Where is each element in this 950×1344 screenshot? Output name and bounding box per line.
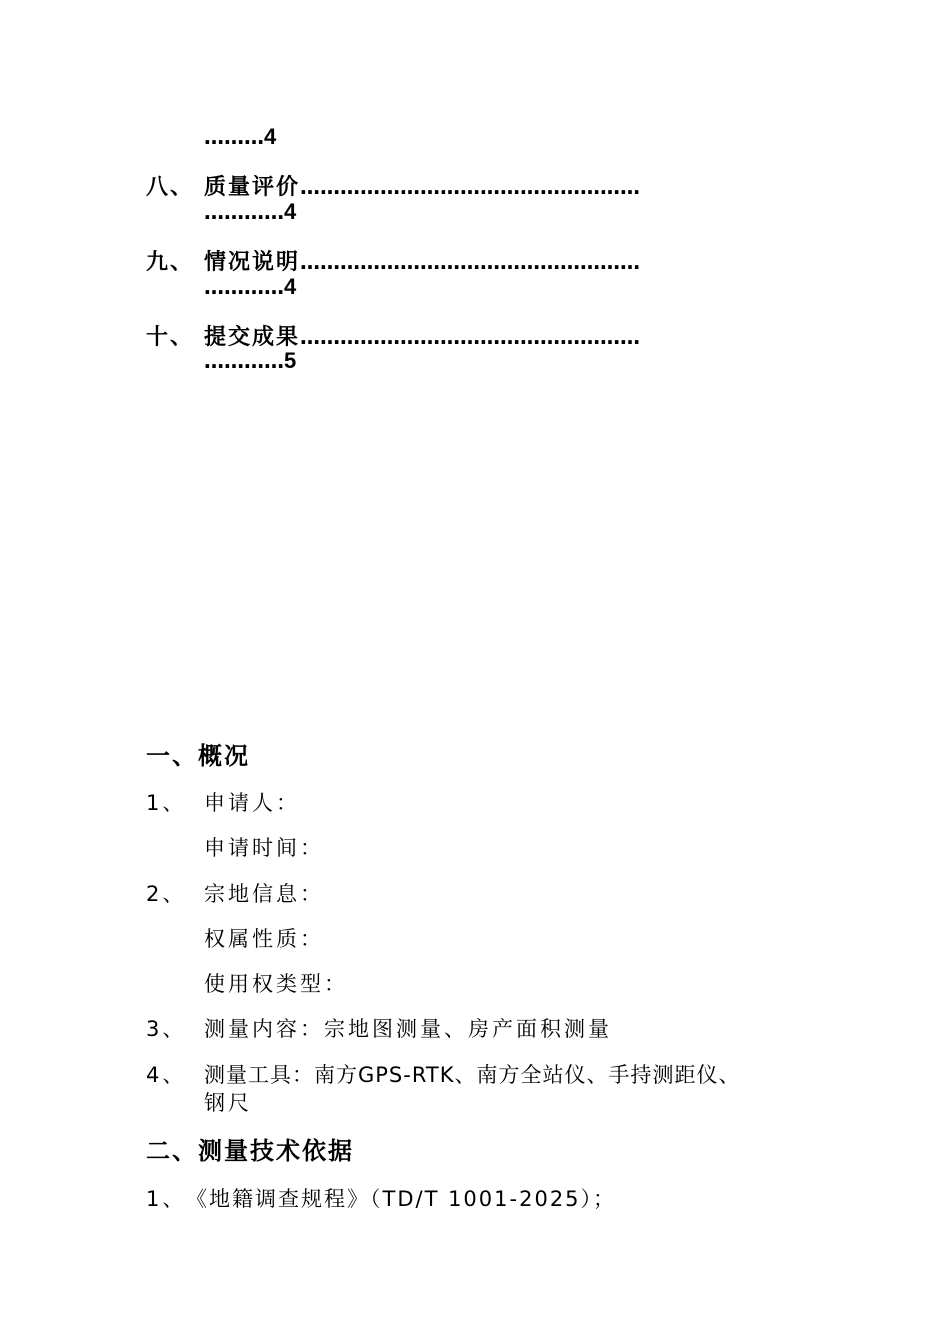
- field-survey-content: 测量内容：宗地图测量、房产面积测量: [204, 1017, 612, 1041]
- field-ownership-nature: 权属性质：: [204, 927, 324, 951]
- toc-title-quality[interactable]: [204, 170, 640, 201]
- toc-entry-explanation[interactable]: [146, 245, 194, 276]
- field-parcel-info: 宗地信息：: [204, 882, 324, 906]
- toc-number: 八、: [146, 175, 195, 200]
- toc-page-number: 5: [284, 348, 299, 373]
- toc-entry-explanation-line2: [204, 274, 298, 300]
- toc-entry-quality[interactable]: [146, 170, 194, 201]
- toc-leader-dots: …………: [204, 349, 284, 373]
- field-survey-tools-continued: 钢尺: [204, 1091, 252, 1115]
- reference-standard: 《地籍调查规程》（TD/T 1001-2025）；: [186, 1187, 617, 1211]
- toc-leader-dots: ……………………………………………: [300, 250, 641, 274]
- field-application-time: 申请时间：: [204, 836, 324, 860]
- toc-title-deliverables[interactable]: [204, 320, 640, 351]
- list-item-number: 3、: [146, 1017, 187, 1041]
- toc-leader-dots: ……………………………………………: [300, 325, 641, 349]
- toc-entry-quality-line2: [204, 199, 298, 225]
- toc-page-number: 4: [264, 124, 279, 149]
- field-applicant: 申请人：: [204, 791, 300, 815]
- section-heading-overview: 一、概况: [146, 742, 250, 770]
- list-item-number: 2、: [146, 882, 187, 906]
- toc-page-number: 4: [284, 274, 299, 299]
- toc-entry-continued: [204, 124, 278, 150]
- toc-leader-dots: ………: [204, 125, 264, 149]
- list-item-number: 4、: [146, 1063, 187, 1087]
- field-use-right-type: 使用权类型：: [204, 972, 348, 996]
- toc-number: 九、: [146, 250, 195, 275]
- toc-number: 十、: [146, 325, 195, 350]
- toc-title: 情况说明: [204, 250, 301, 275]
- list-item-number: 1、: [146, 791, 187, 815]
- toc-title: 提交成果: [204, 325, 301, 350]
- toc-title: 质量评价: [204, 175, 301, 200]
- toc-leader-dots: …………: [204, 275, 284, 299]
- toc-page-number: 4: [284, 199, 299, 224]
- toc-entry-deliverables-line2: [204, 348, 298, 374]
- toc-entry-deliverables[interactable]: [146, 320, 194, 351]
- toc-leader-dots: ……………………………………………: [300, 175, 641, 199]
- section-heading-technical-basis: 二、测量技术依据: [146, 1137, 354, 1165]
- field-survey-tools: 测量工具：南方GPS-RTK、南方全站仪、手持测距仪、: [204, 1063, 741, 1087]
- toc-leader-dots: …………: [204, 200, 284, 224]
- list-item-number: 1、: [146, 1187, 187, 1211]
- toc-title-explanation[interactable]: [204, 245, 640, 276]
